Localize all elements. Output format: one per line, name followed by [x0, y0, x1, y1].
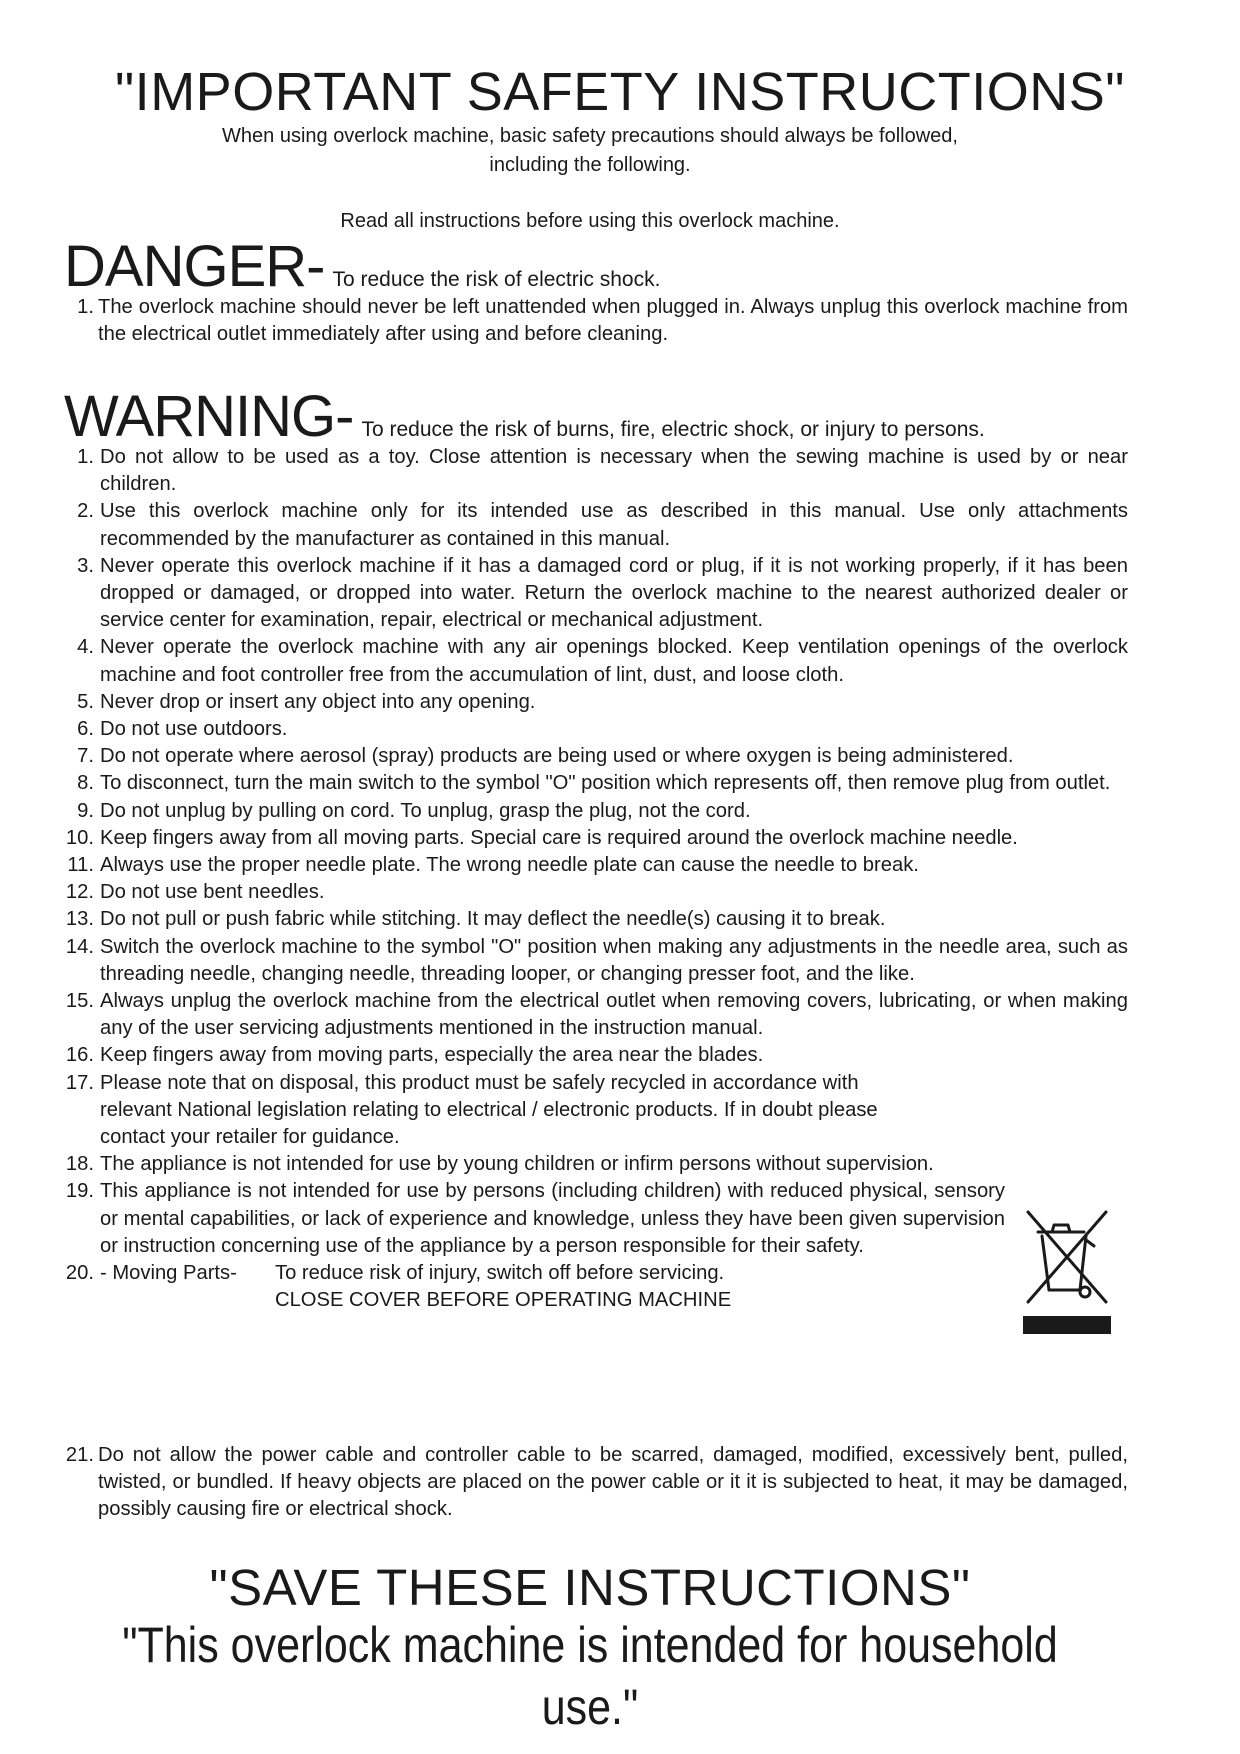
item-number: 7. — [77, 745, 94, 768]
item-number: 21. — [65, 1444, 94, 1466]
warning-item-13 — [52, 906, 1128, 933]
intro-line-1: When using overlock machine, basic safety precautions should always be followed, — [222, 125, 958, 147]
warning-item-10 — [52, 825, 1128, 852]
item-text: Never operate this overlock machine if it has a damaged cord or plug, if it is not working properly, if it has been dropped or damaged, or dropped into water. Return the overlock machine to the nearest authorized dealer or service center for examination, repair, electrical or mechanical adjustment. — [100, 554, 1128, 632]
intro-text — [0, 122, 1180, 180]
warning-item-16 — [52, 1042, 1128, 1069]
item-text: Always unplug the overlock machine from the electrical outlet when removing covers, lubricating, or when making any of the user servicing adjustments mentioned in the instruction manual. — [100, 990, 1128, 1040]
item-number: 13. — [65, 908, 94, 931]
item-text: Do not use bent needles. — [100, 881, 325, 904]
item-text: Use this overlock machine only for its intended use as described in this manual. Use only attachments recommended by the manufacturer as contained in this manual. — [100, 500, 1128, 550]
item-number: 17. — [65, 1071, 94, 1094]
danger-heading — [64, 234, 661, 299]
warning-item-8 — [52, 770, 1128, 797]
item-number: 18. — [65, 1153, 94, 1176]
warning-item-5 — [52, 689, 1128, 716]
danger-item — [52, 294, 1128, 348]
item-number: 15. — [65, 990, 94, 1013]
item-number: 11. — [67, 854, 94, 877]
item-number: 6. — [77, 718, 94, 741]
item-number: 10. — [65, 826, 94, 849]
item-number: 2. — [77, 500, 94, 523]
warning-heading — [64, 384, 985, 449]
warning-list — [52, 444, 1128, 1315]
warning-item-15 — [52, 988, 1128, 1042]
warning-subheading: To reduce the risk of burns, fire, electric shock, or injury to persons. — [361, 418, 985, 441]
item-number: 14. — [65, 935, 94, 958]
item-text: Never operate the overlock machine with any air openings blocked. Keep ventilation openings of the overlock machine and foot controller free from the accumulation of lint, dust, and loose cloth. — [100, 636, 1128, 686]
warning-item-9 — [52, 798, 1128, 825]
item-number: 4. — [77, 636, 94, 659]
item-text: Switch the overlock machine to the symbol "O" position when making any adjustments in the needle area, such as threading needle, changing needle, threading looper, or changing presser foot, and the like. — [100, 935, 1128, 985]
item-text: Keep fingers away from moving parts, especially the area near the blades. — [100, 1044, 764, 1067]
danger-subheading: To reduce the risk of electric shock. — [332, 268, 661, 291]
close-cover-notice: CLOSE COVER BEFORE OPERATING MACHINE — [275, 1289, 732, 1312]
item-number: 8. — [77, 772, 94, 795]
item-number: 9. — [77, 799, 94, 822]
item-text: Do not operate where aerosol (spray) products are being used or where oxygen is being administered. — [100, 745, 1014, 768]
household-use-notice: "This overlock machine is intended for household use." — [122, 1617, 1058, 1735]
warning-item-6 — [52, 716, 1128, 743]
warning-heading-word: WARNING- — [64, 384, 354, 449]
item-text: Do not use outdoors. — [100, 718, 288, 741]
danger-heading-word: DANGER- — [64, 234, 325, 299]
warning-item-17 — [52, 1070, 1128, 1152]
item-text: Do not allow to be used as a toy. Close attention is necessary when the sewing machine is used by or near children. — [100, 446, 1128, 496]
item-text: Please note that on disposal, this product must be safely recycled in accordance with relevant National legislation relating to electrical / electronic products. If in doubt please contact your retailer for guidance. — [100, 1071, 878, 1149]
warning-item-11 — [52, 852, 1128, 879]
warning-item-20 — [52, 1260, 1128, 1314]
warning-item-4 — [52, 634, 1128, 688]
item-number: 12. — [65, 881, 94, 904]
item-number: 19. — [65, 1180, 94, 1203]
item-text: The appliance is not intended for use by young children or infirm persons without supervision. — [100, 1153, 934, 1176]
warning-item-18 — [52, 1151, 1128, 1178]
warning-item-12 — [52, 879, 1128, 906]
page-title: "IMPORTANT SAFETY INSTRUCTIONS" — [115, 62, 1125, 122]
item-text: To disconnect, turn the main switch to the symbol "O" position which represents off, then remove plug from outlet. — [100, 772, 1111, 795]
item-number: 1. — [77, 446, 94, 468]
warning-item-1 — [52, 444, 1128, 498]
item-text: Always use the proper needle plate. The wrong needle plate can cause the needle to break. — [100, 854, 919, 877]
warning-item-3 — [52, 553, 1128, 635]
item-text: Keep fingers away from all moving parts. Special care is required around the overlock machine needle. — [100, 826, 1018, 849]
warning-item-21 — [52, 1442, 1128, 1524]
warning-item-7 — [52, 743, 1128, 770]
moving-parts-text: To reduce risk of injury, switch off before servicing. — [275, 1262, 725, 1285]
item-text: Do not pull or push fabric while stitching. It may deflect the needle(s) causing it to break. — [100, 908, 886, 931]
warning-item-19 — [52, 1178, 1128, 1260]
item-text: The overlock machine should never be left unattended when plugged in. Always unplug this overlock machine from the electrical outlet immediately after using and before cleaning. — [98, 296, 1128, 346]
intro-line-2: including the following. — [489, 154, 691, 176]
item-text: This appliance is not intended for use by persons (including children) with reduced physical, sensory or mental capabilities, or lack of experience and knowledge, unless they have been given supervision or instruction concerning use of the appliance by a person responsible for their safety. — [100, 1180, 1005, 1257]
item-text: Never drop or insert any object into any opening. — [100, 690, 536, 713]
item-text: Do not unplug by pulling on cord. To unplug, grasp the plug, not the cord. — [100, 799, 751, 822]
danger-list — [52, 294, 1128, 348]
item-number: 20. — [65, 1262, 94, 1285]
item-number: 1. — [77, 296, 94, 318]
warning-item-14 — [52, 934, 1128, 988]
read-all-notice: Read all instructions before using this overlock machine. — [340, 210, 840, 232]
item-text: Do not allow the power cable and controller cable to be scarred, damaged, modified, excessively bent, pulled, twisted, or bundled. If heavy objects are placed on the power cable or it it is subjected to heat, it may be damaged, possibly causing fire or electrical shock. — [98, 1444, 1128, 1521]
moving-parts-label: - Moving Parts- — [100, 1262, 237, 1285]
save-instructions-banner: "SAVE THESE INSTRUCTIONS" — [209, 1559, 971, 1616]
crossed-out-wheelie-bin-icon — [1022, 1206, 1112, 1336]
warning-list-continued — [52, 1442, 1128, 1524]
item-text-moving-parts — [100, 1260, 1128, 1314]
warning-item-2 — [52, 498, 1128, 552]
item-number: 3. — [77, 554, 94, 577]
item-number: 5. — [77, 690, 94, 713]
item-number: 16. — [65, 1044, 94, 1067]
